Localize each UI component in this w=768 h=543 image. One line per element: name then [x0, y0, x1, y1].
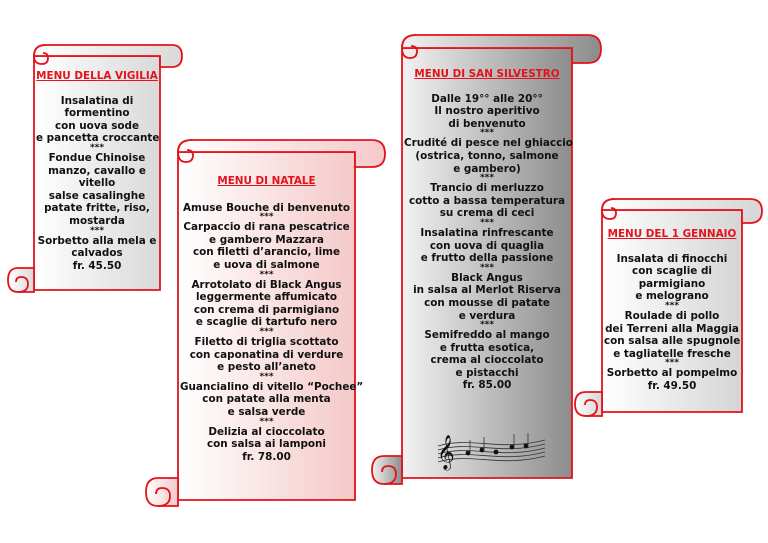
menu-separator: ***: [479, 262, 495, 273]
menu-line: fr. 49.50: [647, 379, 697, 392]
menu-lines: [180, 201, 364, 464]
menu-line: e pancetta croccante: [36, 132, 160, 145]
menu-line: e melograno: [635, 290, 709, 303]
menu-separator: ***: [479, 217, 495, 228]
menu-separator: ***: [259, 326, 274, 337]
menu-separator: ***: [259, 269, 274, 280]
menu-line: e tagliatelle fresche: [613, 347, 731, 360]
menu-gennaio: [604, 228, 740, 393]
menu-title: MENU DELLA VIGILIA: [36, 70, 158, 82]
menu-line: con uova di quaglia: [429, 239, 545, 252]
menu-line: leggermente affumicato: [195, 291, 338, 304]
menu-line: con filetti d’arancio, lime: [192, 246, 341, 259]
menu-separator: ***: [259, 416, 274, 427]
menu-separator: ***: [479, 173, 495, 184]
menu-line: Sorbetto al pompelmo: [606, 367, 738, 380]
svg-text:𝄞: 𝄞: [437, 435, 455, 470]
menu-separator: ***: [664, 358, 680, 369]
menu-line: Roulade di pollo: [624, 309, 720, 322]
menu-separator: ***: [259, 212, 274, 223]
menu-line: Black Angus: [451, 271, 523, 284]
menu-line: salse casalinghe: [48, 189, 146, 202]
menu-line: patate fritte, riso,: [44, 202, 150, 215]
menu-separator: ***: [479, 320, 495, 331]
menu-line: con scaglie di: [632, 265, 712, 278]
menu-line: con crema di parmigiano: [193, 303, 340, 316]
menu-lines: [36, 95, 158, 273]
menu-title: MENU DEL 1 GENNAIO: [607, 228, 737, 240]
menu-line: e pesto all’aneto: [217, 361, 316, 374]
menu-line: fr. 85.00: [462, 379, 512, 392]
menu-separator: ***: [664, 300, 680, 311]
menu-separator: ***: [259, 371, 274, 382]
menu-line: Trancio di merluzzo: [430, 182, 544, 195]
menu-separator: ***: [89, 225, 105, 236]
menu-line: con salsa ai lamponi: [206, 438, 326, 451]
menu-line: Fondue Chinoise: [48, 151, 146, 164]
menu-line: Insalatina rinfrescante: [420, 226, 554, 239]
menu-line: e verdura: [458, 309, 516, 322]
menu-line: e scaglie di tartufo nero: [195, 316, 338, 329]
menu-line: Insalatina di: [60, 94, 134, 107]
menu-line: fr. 78.00: [242, 450, 291, 463]
menu-line: con patate alla menta: [202, 393, 331, 406]
menu-line: Il nostro aperitivo: [434, 105, 540, 118]
menu-line: calvados: [71, 247, 123, 260]
menu-line: Delizia al cioccolato: [208, 425, 325, 438]
menu-line: Arrotolato di Black Angus: [191, 278, 342, 291]
menu-line: crema al cioccolato: [430, 354, 544, 367]
menu-line: Dalle 19°° alle 20°°: [431, 92, 543, 105]
menu-line: Guancialino di vitello “Pochee”: [180, 380, 364, 393]
menu-line: e pistacchi: [455, 366, 519, 379]
menu-line: parmigiano: [638, 277, 706, 290]
menu-line: fr. 45.50: [72, 259, 122, 272]
menu-line: formentino: [64, 107, 130, 120]
menu-line: in salsa al Merlot Riserva: [413, 284, 561, 297]
menu-lines: [604, 253, 740, 393]
menu-line: (ostrica, tonno, salmone: [415, 149, 559, 162]
menu-separator: ***: [89, 142, 105, 153]
menu-line: Sorbetto alla mela e: [37, 234, 157, 247]
menu-line: vitello: [78, 177, 116, 190]
menu-line: e frutta esotica,: [439, 341, 535, 354]
menu-line: Semifreddo al mango: [424, 329, 550, 342]
menu-line: manzo, cavallo e: [48, 164, 146, 177]
menu-separator: ***: [479, 128, 495, 139]
menu-title: MENU DI SAN SILVESTRO: [414, 68, 560, 80]
menu-line: e salsa verde: [227, 405, 306, 418]
menu-line: con salsa alle spugnole: [604, 335, 741, 348]
menu-natale: [180, 175, 364, 463]
menu-line: Filetto di triglia scottato: [194, 335, 339, 348]
menu-line: su crema di ceci: [439, 207, 535, 220]
menu-vigilia: [36, 70, 158, 272]
menu-line: con caponatina di verdure: [189, 348, 344, 361]
menu-line: Insalata di finocchi: [616, 252, 728, 265]
menu-line: e gambero Mazzara: [209, 233, 324, 246]
menu-line: e frutto della passione: [420, 252, 554, 265]
menu-line: e gambero): [453, 162, 521, 175]
menu-line: con mousse di patate: [424, 296, 550, 309]
menu-silvestro: [404, 68, 573, 392]
menu-lines: [404, 92, 573, 392]
menu-title: MENU DI NATALE: [217, 175, 316, 187]
menu-line: di benvenuto: [448, 117, 526, 130]
menu-line: cotto a bassa temperatura: [408, 194, 566, 207]
menu-line: Amuse Bouche di benvenuto: [182, 201, 350, 214]
menu-line: Crudité di pesce nel ghiaccio: [404, 137, 573, 150]
menu-line: mostarda: [69, 214, 125, 227]
menu-line: Carpaccio di rana pescatrice: [183, 221, 350, 234]
menu-line: e uova di salmone: [213, 258, 320, 271]
menu-line: dei Terreni alla Maggia: [605, 322, 739, 335]
menu-line: con uova sode: [54, 119, 140, 132]
